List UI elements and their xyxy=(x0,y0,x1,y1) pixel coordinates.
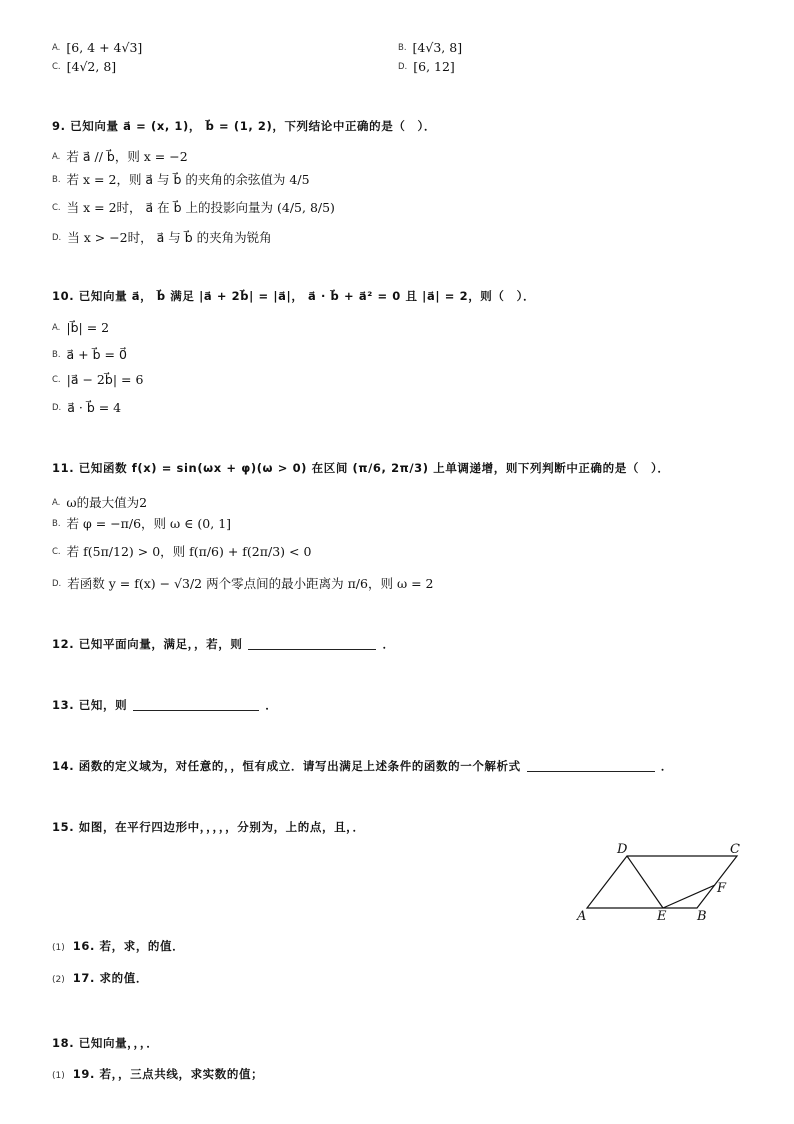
point-label-d: D xyxy=(617,842,628,857)
point-label-b: B xyxy=(697,909,707,924)
q12-text: 12. 已知平面向量，满足，，若，则 xyxy=(52,637,243,651)
q12 xyxy=(52,636,395,652)
option-text: 当 x = 2时， a⃗ 在 b⃗ 上的投影向量为 (4/5, 8/5) xyxy=(66,200,335,215)
q8-option-d xyxy=(398,59,455,74)
q18-stem: 18. 已知向量，，，． xyxy=(52,1036,159,1050)
option-text: [6, 12] xyxy=(413,59,455,74)
option-label: C. xyxy=(52,203,61,213)
q9-stem: 9. 已知向量 a⃗ = (x, 1)， b⃗ = (1, 2)，下列结论中正确的是（ ）． xyxy=(52,119,436,133)
q9-option-c xyxy=(52,198,335,216)
option-label: B. xyxy=(52,519,61,529)
option-label: D. xyxy=(52,579,62,589)
q11-option-a xyxy=(52,493,147,511)
q12-period: ． xyxy=(382,637,395,651)
option-label: C. xyxy=(52,547,61,557)
option-text: 当 x > −2时， a⃗ 与 b⃗ 的夹角为锐角 xyxy=(67,230,272,245)
q8-option-b xyxy=(398,40,462,55)
option-text: [4√3, 8] xyxy=(412,40,463,55)
option-text: [4√2, 8] xyxy=(66,59,117,74)
q10-option-c xyxy=(52,372,143,387)
q14 xyxy=(52,758,673,774)
q13 xyxy=(52,697,277,713)
q9-option-b xyxy=(52,170,310,188)
q11-stem: 11. 已知函数 f(x) = sin(ωx + φ)(ω > 0) 在区间 (π/6, 2π/3) 上单调递增，则下列判断中正确的是（ ）． xyxy=(52,461,670,475)
option-label: A. xyxy=(52,43,61,53)
option-text: 若 a⃗ // b⃗，则 x = −2 xyxy=(66,149,188,164)
q11-option-c xyxy=(52,542,311,560)
option-label: C. xyxy=(52,62,61,72)
option-text: 若函数 y = f(x) − √3/2 两个零点间的最小距离为 π/6，则 ω = 2 xyxy=(67,576,434,591)
point-label-a: A xyxy=(577,909,587,924)
q17 xyxy=(52,970,148,986)
option-label: A. xyxy=(52,323,61,333)
option-text: [6, 4 + 4√3] xyxy=(66,40,143,55)
option-label: A. xyxy=(52,498,61,508)
q8-option-a xyxy=(52,40,142,55)
option-label: A. xyxy=(52,152,61,162)
point-label-c: C xyxy=(730,842,740,857)
q13-answer-blank[interactable] xyxy=(133,710,259,711)
q14-answer-blank[interactable] xyxy=(527,771,655,772)
q19-text: 19. 若，，三点共线，求实数的值； xyxy=(72,1067,264,1081)
q16 xyxy=(52,938,184,954)
segment-ef xyxy=(663,885,715,908)
part-number: (1) xyxy=(52,943,65,953)
q15-stem: 15. 如图，在平行四边形中，，，，，分别为，上的点，且，． xyxy=(52,820,365,834)
option-label: D. xyxy=(52,233,62,243)
option-text: ω的最大值为2 xyxy=(66,495,148,510)
q12-answer-blank[interactable] xyxy=(248,649,376,650)
q17-text: 17. 求的值． xyxy=(72,971,148,985)
option-label: C. xyxy=(52,375,61,385)
option-label: D. xyxy=(398,62,408,72)
q10-option-d xyxy=(52,400,121,415)
q13-text: 13. 已知，则 xyxy=(52,698,128,712)
q8-option-c xyxy=(52,59,116,74)
q10-option-a xyxy=(52,320,109,335)
option-text: a⃗ + b⃗ = 0⃗ xyxy=(66,347,127,362)
segment-de xyxy=(627,856,663,908)
q10-option-b xyxy=(52,347,127,362)
option-label: D. xyxy=(52,403,62,413)
q16-text: 16. 若，求，的值． xyxy=(72,939,185,953)
option-label: B. xyxy=(398,43,407,53)
part-number: (1) xyxy=(52,1071,65,1081)
q19 xyxy=(52,1066,263,1082)
q9-option-a xyxy=(52,147,188,165)
option-text: |b⃗| = 2 xyxy=(66,320,110,335)
q11-option-b xyxy=(52,514,231,532)
option-label: B. xyxy=(52,175,61,185)
part-number: (2) xyxy=(52,975,65,985)
point-label-e: E xyxy=(657,909,667,924)
q11-option-d xyxy=(52,574,434,592)
q13-period: ． xyxy=(265,698,278,712)
q14-text: 14. 函数的定义域为，对任意的，，恒有成立．请写出满足上述条件的函数的一个解析式 xyxy=(52,759,521,773)
option-text: 若 f(5π/12) > 0，则 f(π/6) + f(2π/3) < 0 xyxy=(66,544,312,559)
q14-period: ． xyxy=(660,759,673,773)
option-text: |a⃗ − 2b⃗| = 6 xyxy=(66,372,144,387)
parallelogram-figure xyxy=(575,838,755,928)
q9-option-d xyxy=(52,228,272,246)
option-label: B. xyxy=(52,350,61,360)
option-text: 若 φ = −π/6，则 ω ∈ (0, 1] xyxy=(66,516,232,531)
parallelogram-abcd xyxy=(587,856,737,908)
point-label-f: F xyxy=(717,881,727,896)
option-text: 若 x = 2，则 a⃗ 与 b⃗ 的夹角的余弦值为 4/5 xyxy=(66,172,310,187)
option-text: a⃗ · b⃗ = 4 xyxy=(67,400,122,415)
q10-stem: 10. 已知向量 a⃗， b⃗ 满足 |a⃗ + 2b⃗| = |a⃗|， a⃗ · b⃗ + a⃗² = 0 且 |a⃗| = 2，则（ ）． xyxy=(52,289,536,303)
